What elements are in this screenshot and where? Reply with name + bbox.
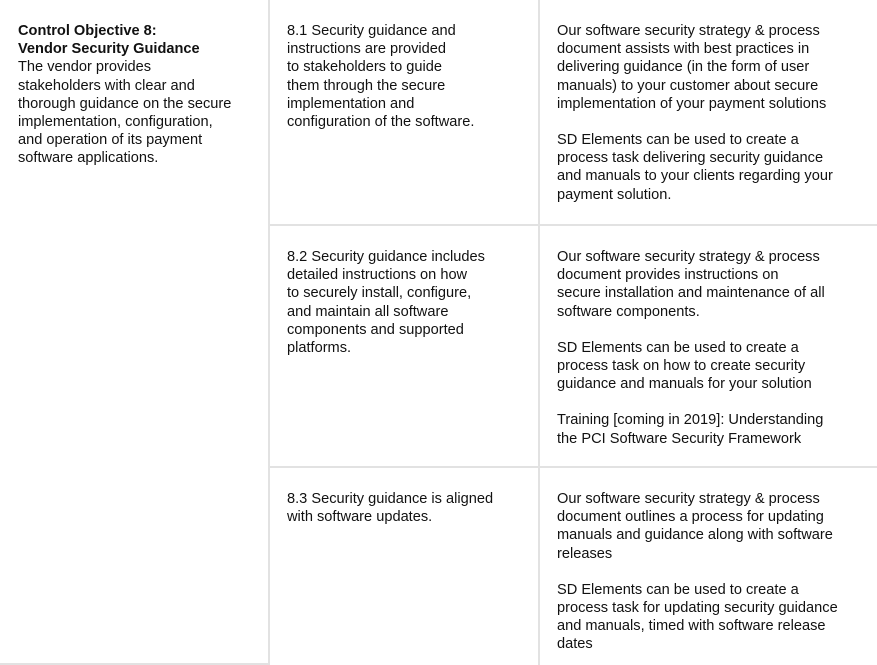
objective-title-line2: Vendor Security Guidance — [18, 41, 200, 58]
response-cell-8-1 — [540, 0, 877, 226]
requirement-cell-8-2 — [270, 226, 540, 468]
objective-title-line1: Control Objective 8: — [18, 23, 157, 39]
response-paragraph: SD Elements can be used to create a process task delivering security guidance and manuals to your clients regarding your payment solution. — [557, 132, 833, 203]
objective-title — [18, 22, 258, 58]
requirement-text-8-2: 8.2 Security guidance includes detailed instructions on how to securely install, configure, and maintain all software components and supported platforms. — [287, 249, 485, 357]
response-paragraph: Our software security strategy & process document outlines a process for updating manuals and guidance along with software releases — [557, 491, 833, 562]
response-cell-8-2 — [540, 226, 877, 468]
response-paragraph: Our software security strategy & process document assists with best practices in delivering guidance (in the form of user manuals) to your customer about secure implementation of your payment solutions — [557, 23, 827, 112]
response-paragraph: Training [coming in 2019]: Understanding the PCI Software Security Framework — [557, 412, 824, 447]
objective-description: The vendor provides stakeholders with clear and thorough guidance on the secure implementation, configuration, and operation of its payment software applications. — [18, 59, 232, 167]
response-paragraph: SD Elements can be used to create a process task on how to create security guidance and manuals for your solution — [557, 339, 812, 393]
requirement-cell-8-3 — [270, 468, 540, 665]
requirement-text-8-3: 8.3 Security guidance is aligned with software updates. — [287, 491, 494, 526]
requirement-cell-8-1 — [270, 0, 540, 226]
response-paragraph: SD Elements can be used to create a process task for updating security guidance and manuals, timed with software release dates — [557, 581, 838, 653]
response-paragraph: Our software security strategy & process document provides instructions on secure installation and maintenance of all software components. — [557, 249, 825, 320]
requirement-text-8-1: 8.1 Security guidance and instructions are provided to stakeholders to guide them through the secure implementation and configuration of the software. — [287, 23, 475, 131]
objective-cell — [0, 0, 270, 665]
response-cell-8-3 — [540, 468, 877, 665]
